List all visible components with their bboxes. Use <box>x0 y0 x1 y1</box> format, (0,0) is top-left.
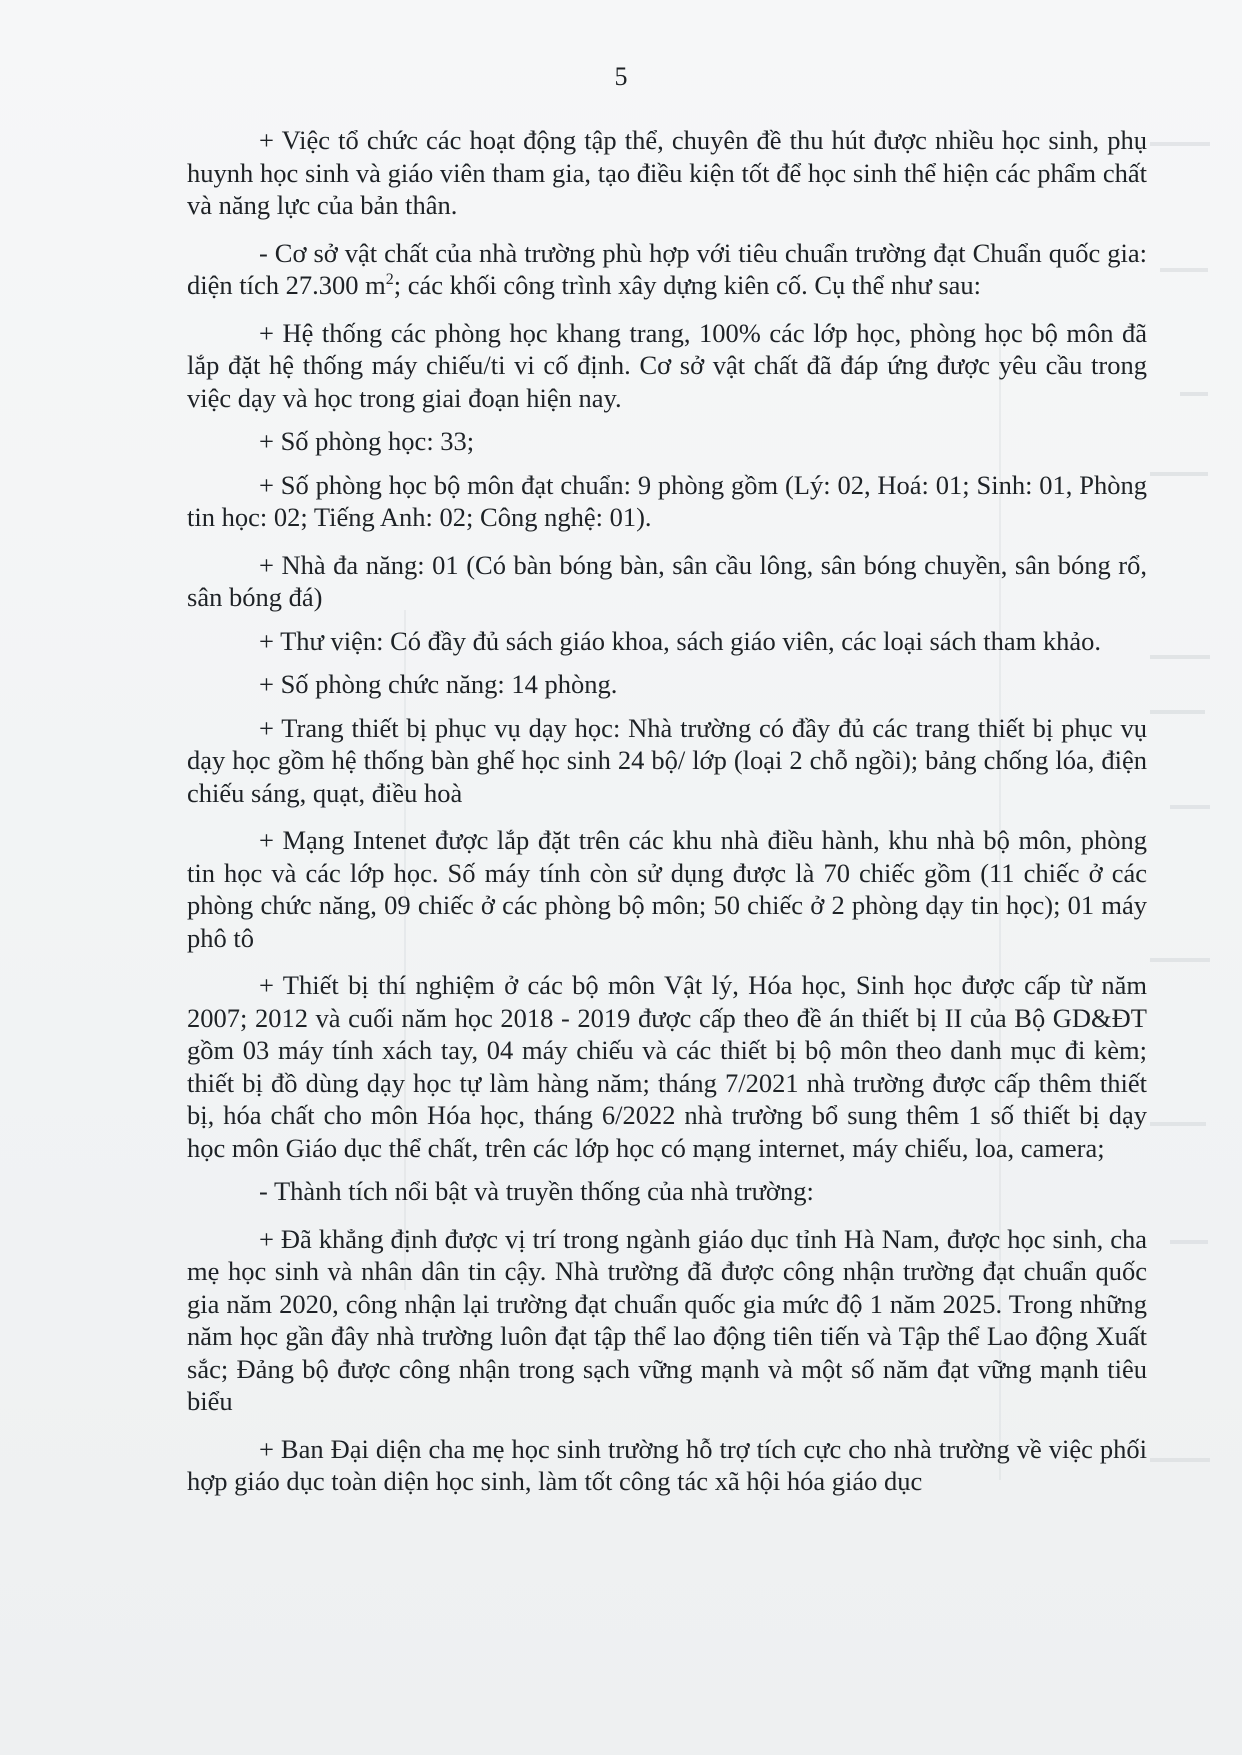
document-body <box>187 124 1147 1498</box>
paragraph-multipurpose-hall: + Nhà đa năng: 01 (Có bàn bóng bàn, sân cầu lông, sân bóng chuyền, sân bóng rổ, sân bóng đá) <box>187 549 1147 612</box>
paragraph-achievements: + Đã khẳng định được vị trí trong ngành giáo dục tỉnh Hà Nam, được học sinh, cha mẹ học sinh và nhân dân tin cậy. Nhà trường đã được công nhận trường đạt chuẩn quốc gia năm 2020, công nhận lại trường đạt chuẩn quốc gia mức độ 1 năm 2025. Trong những năm học gần đây nhà trường luôn đạt tập thể lao động tiên tiến và Tập thể Lao động Xuất sắc; Đảng bộ được công nhận trong sạch vững mạnh và một số năm đạt vững mạnh tiêu biểu <box>187 1223 1147 1416</box>
paragraph-parents-board: + Ban Đại diện cha mẹ học sinh trường hỗ trợ tích cực cho nhà trường về việc phối hợp giáo dục toàn diện học sinh, làm tốt công tác xã hội hóa giáo dục <box>187 1433 1147 1496</box>
page-number: 5 <box>614 62 628 91</box>
paragraph-classroom-count: + Số phòng học: 33; <box>259 426 475 456</box>
paragraph-collective-activities: + Việc tổ chức các hoạt động tập thể, chuyên đề thu hút được nhiều học sinh, phụ huynh học sinh và giáo viên tham gia, tạo điều kiện tốt để học sinh thể hiện các phẩm chất và năng lực của bản thân. <box>187 125 1147 220</box>
paragraph-internet-computers: + Mạng Intenet được lắp đặt trên các khu nhà điều hành, khu nhà bộ môn, phòng tin học và các lớp học. Số máy tính còn sử dụng được là 70 chiếc gồm (11 chiếc ở các phòng chức năng, 09 chiếc ở các phòng bộ môn; 50 chiếc ở 2 phòng dạy tin học); 01 máy phô tô <box>187 825 1147 953</box>
facilities-intro-text-end: ; các khối công trình xây dựng kiên cố. Cụ thể như sau: <box>393 270 982 300</box>
paragraph-classrooms: + Hệ thống các phòng học khang trang, 100% các lớp học, phòng học bộ môn đã lắp đặt hệ thống máy chiếu/ti vi cố định. Cơ sở vật chất đã đáp ứng được yêu cầu trong việc dạy và học trong giai đoạn hiện nay. <box>187 317 1147 413</box>
paragraph-facilities-intro <box>187 237 1147 302</box>
paragraph-subject-rooms: + Số phòng học bộ môn đạt chuẩn: 9 phòng gồm (Lý: 02, Hoá: 01; Sinh: 01, Phòng tin học: 02; Tiếng Anh: 02; Công nghệ: 01). <box>187 469 1147 532</box>
paragraph-achievements-heading: - Thành tích nổi bật và truyền thống của nhà trường: <box>259 1176 814 1206</box>
area-unit-superscript: 2 <box>385 271 394 289</box>
facilities-intro-text: - Cơ sở vật chất của nhà trường phù hợp với tiêu chuẩn trường đạt Chuẩn quốc gia: diện tích 27.300 m <box>187 237 1147 300</box>
paragraph-teaching-equipment: + Trang thiết bị phục vụ dạy học: Nhà trường có đầy đủ các trang thiết bị phục vụ dạy học gồm hệ thống bàn ghế học sinh 24 bộ/ lớp (loại 2 chỗ ngồi); bảng chống lóa, điện chiếu sáng, quạt, điều hoà <box>187 712 1147 808</box>
paragraph-library: + Thư viện: Có đầy đủ sách giáo khoa, sách giáo viên, các loại sách tham khảo. <box>259 625 1101 656</box>
paragraph-lab-equipment: + Thiết bị thí nghiệm ở các bộ môn Vật lý, Hóa học, Sinh học được cấp từ năm 2007; 2012 và cuối năm học 2018 - 2019 được cấp theo đề án thiết bị II của Bộ GD&ĐT gồm 03 máy tính xách tay, 04 máy chiếu và các thiết bị bộ môn theo danh mục đi kèm; thiết bị đồ dùng dạy học tự làm hàng năm; tháng 7/2021 nhà trường được cấp thêm thiết bị, hóa chất cho môn Hóa học, tháng 6/2022 nhà trường bổ sung thêm 1 số thiết bị dạy học môn Giáo dục thể chất, trên các lớp học có mạng internet, máy chiếu, loa, camera; <box>187 970 1147 1163</box>
paragraph-function-rooms: + Số phòng chức năng: 14 phòng. <box>259 669 618 699</box>
